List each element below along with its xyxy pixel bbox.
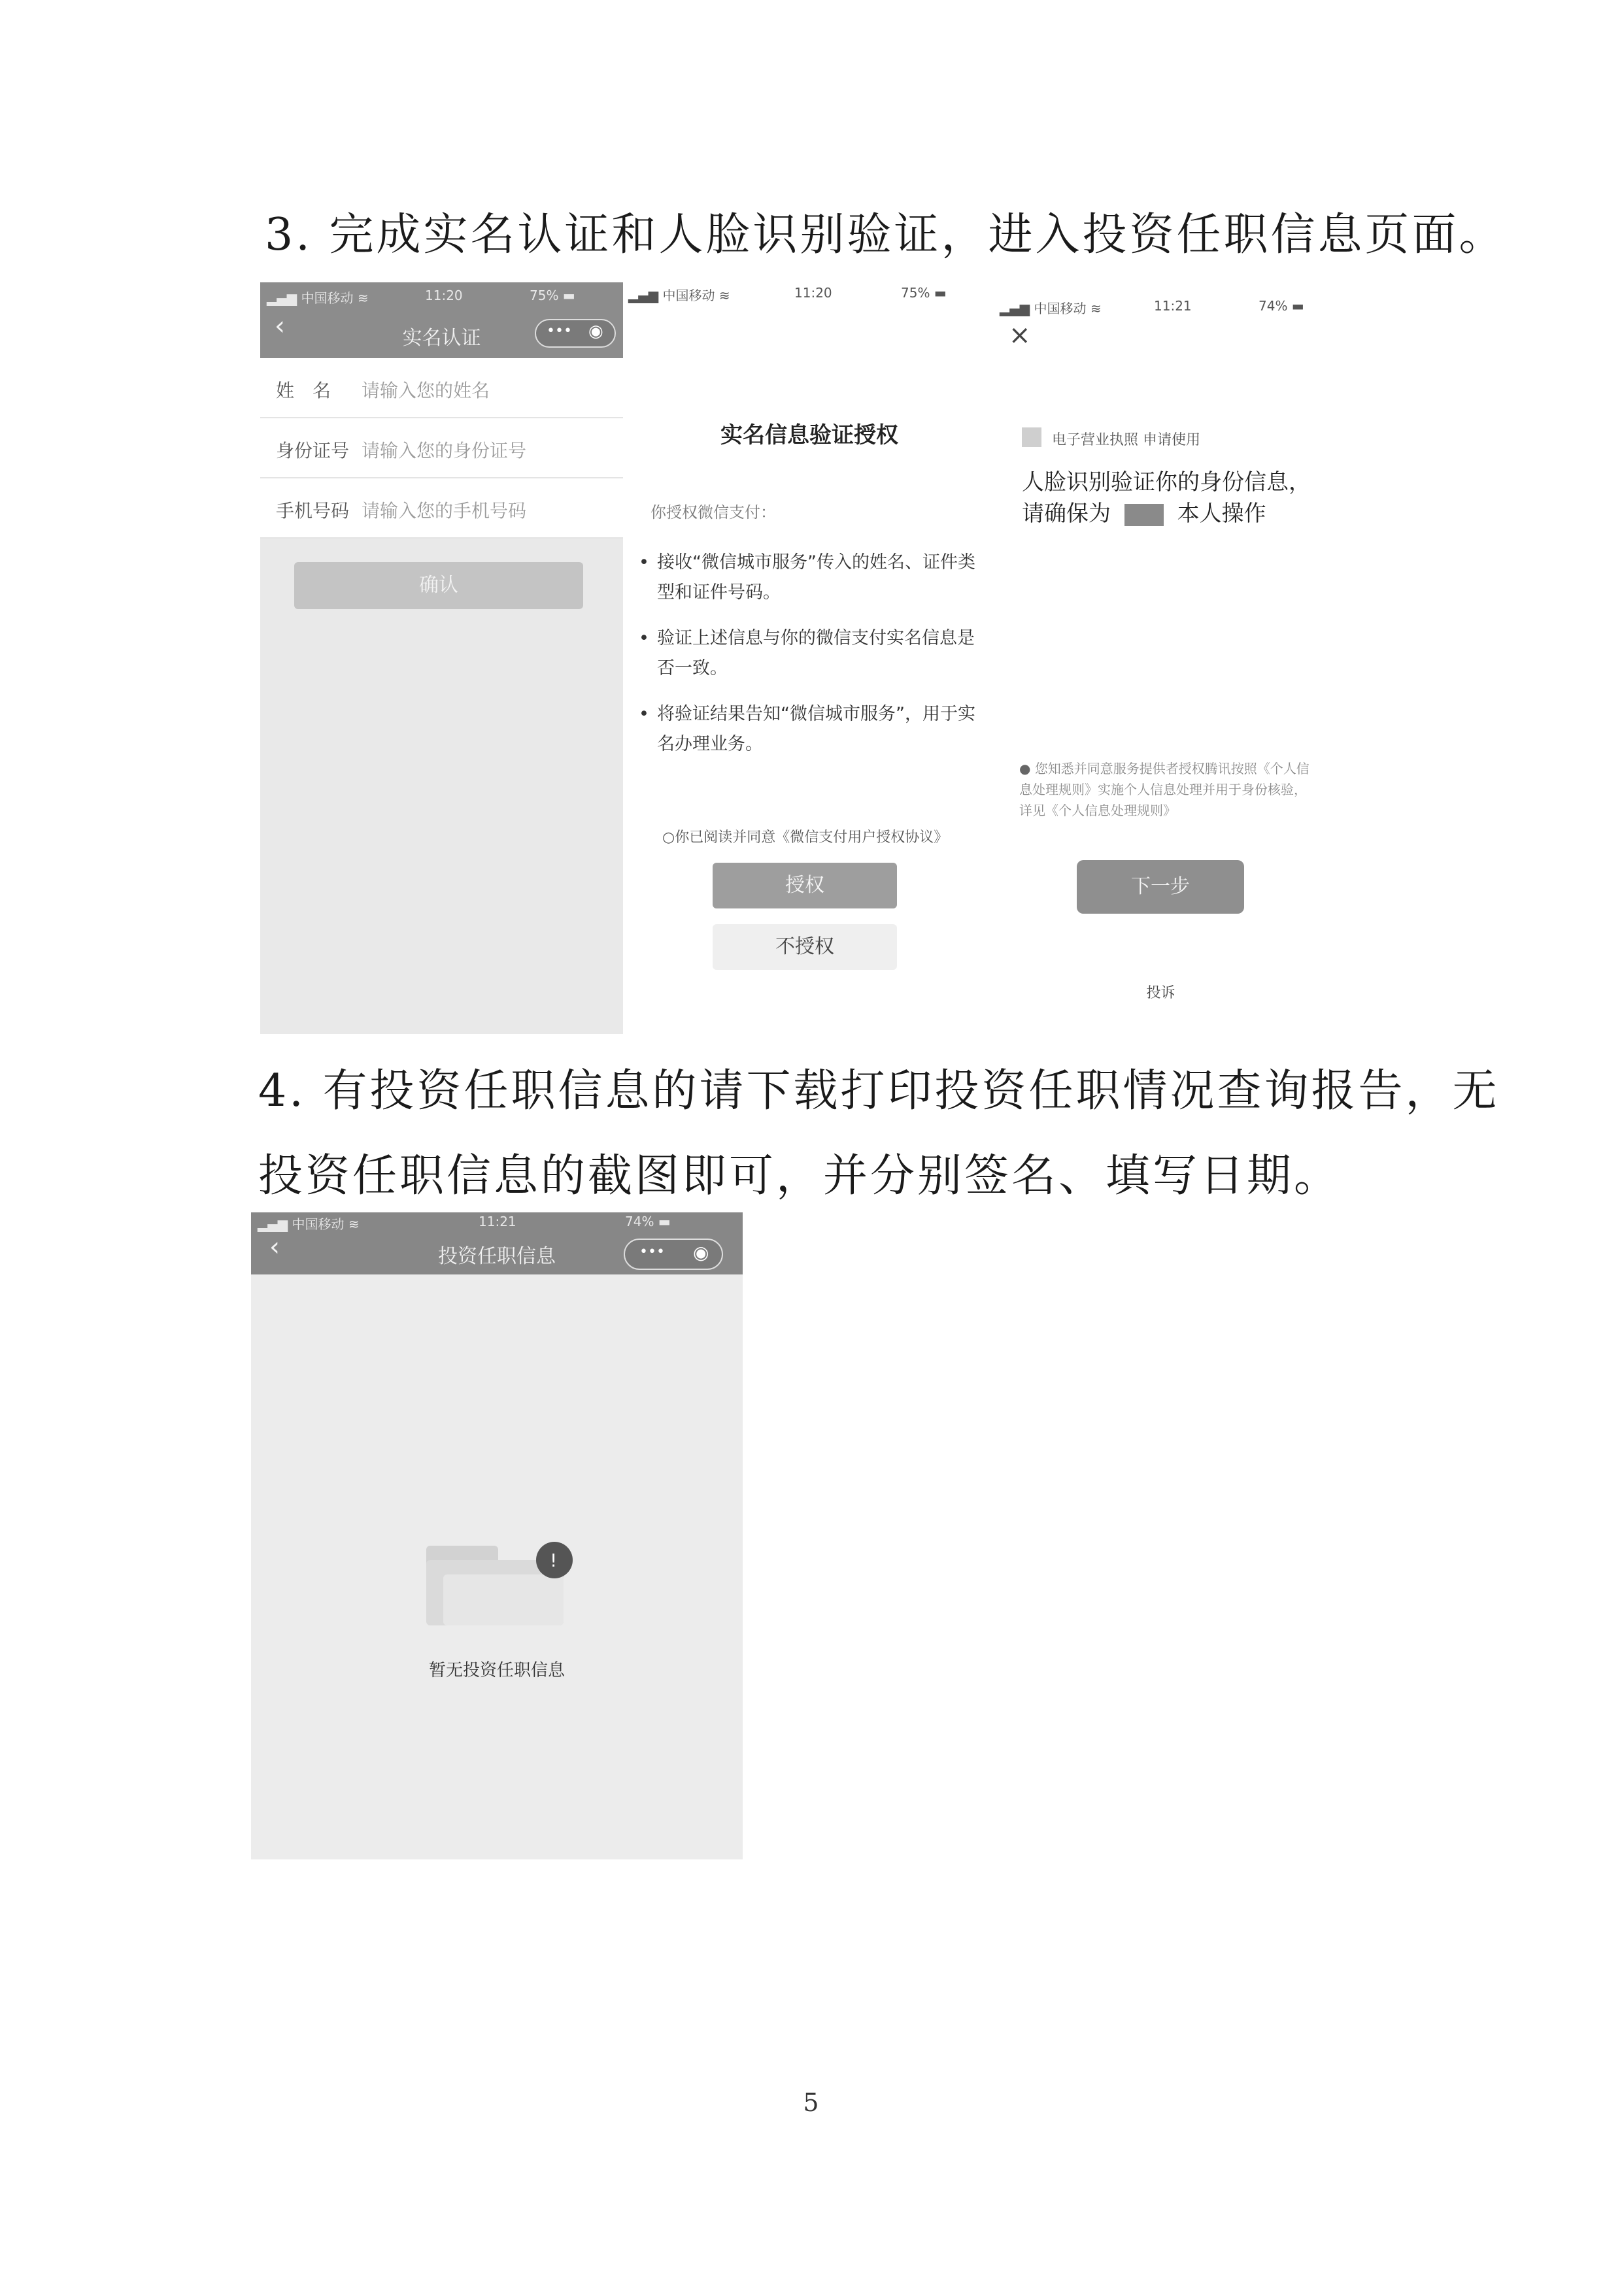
agreement-radio-icon[interactable]: ○: [662, 829, 675, 846]
empty-state-text: 暂无投资任职信息: [428, 1661, 565, 1680]
status-battery: [530, 288, 575, 303]
status-time: 11:20: [425, 288, 463, 303]
mini-program-capsule[interactable]: [624, 1239, 723, 1270]
status-bar: [1000, 298, 1102, 317]
step4-line1: 4. 有投资任职信息的请下载打印投资任职情况查询报告，无: [258, 1065, 1500, 1117]
complaint-link[interactable]: 投诉: [1146, 985, 1175, 1001]
screenshot-real-name-form: [260, 282, 623, 1034]
carrier-label: 中国移动: [662, 288, 715, 303]
mini-program-capsule[interactable]: [535, 319, 616, 348]
auth-bullet: • 接收“微信城市服务”传入的姓名、证件类型和证件号码。: [639, 552, 975, 603]
carrier-label: 中国移动: [1034, 301, 1087, 316]
face-verify-line2: [1022, 495, 1266, 527]
close-target-icon[interactable]: ◉: [588, 322, 603, 341]
auth-title: 实名信息验证授权: [720, 422, 898, 448]
authorize-button[interactable]: 授权: [713, 863, 897, 908]
battery-icon: ▬: [658, 1214, 671, 1229]
confirm-button[interactable]: 确认: [294, 562, 583, 609]
phone-input[interactable]: 请输入您的手机号码: [362, 500, 527, 522]
status-time: 11:21: [479, 1214, 516, 1229]
svg-text:!: !: [550, 1550, 558, 1571]
phone-field[interactable]: [260, 478, 623, 539]
id-number-field[interactable]: [260, 418, 623, 478]
back-chevron-icon[interactable]: ‹: [275, 311, 285, 341]
consent-check-icon[interactable]: ●: [1019, 761, 1031, 776]
page-number: 5: [803, 2088, 819, 2117]
more-dots-icon[interactable]: •••: [547, 323, 572, 339]
name-field[interactable]: [260, 358, 623, 418]
line2-prefix: 请确保为: [1022, 501, 1111, 527]
app-logo: [1022, 427, 1041, 447]
empty-folder-icon: [420, 1540, 583, 1629]
id-number-input[interactable]: 请输入您的身份证号: [362, 440, 527, 461]
signal-icon: ▂▄▆: [267, 290, 297, 306]
status-battery: [625, 1214, 671, 1229]
carrier-label: 中国移动: [301, 290, 354, 306]
next-button[interactable]: 下一步: [1077, 860, 1244, 914]
wifi-icon: ≋: [1090, 301, 1102, 316]
auth-intro: 你授权微信支付：: [650, 503, 776, 522]
step4-line2: 投资任职信息的截图即可，并分别签名、填写日期。: [258, 1150, 1342, 1202]
masked-name: [1124, 504, 1164, 526]
close-icon[interactable]: ×: [1009, 320, 1031, 350]
status-time: 11:20: [794, 285, 832, 301]
carrier-label: 中国移动: [292, 1216, 345, 1232]
wifi-icon: ≋: [718, 288, 730, 303]
back-chevron-icon[interactable]: ‹: [269, 1232, 280, 1262]
battery-icon: ▬: [934, 285, 947, 301]
close-target-icon[interactable]: ◉: [693, 1242, 709, 1263]
wifi-icon: ≋: [348, 1216, 360, 1232]
consent-text[interactable]: ● 您知悉并同意服务提供者授权腾讯按照《个人信息处理规则》实施个人信息处理并用于身份核验，详见《个人信息处理规则》: [1019, 761, 1309, 818]
line2-suffix: 本人操作: [1177, 501, 1266, 527]
nav-header: [251, 1212, 743, 1274]
screenshot-authorization: [623, 282, 996, 1034]
status-bar: [628, 285, 730, 304]
auth-bullet: • 验证上述信息与你的微信支付实名信息是否一致。: [639, 628, 975, 678]
status-bar: [267, 288, 369, 307]
page-title: 实名认证: [402, 327, 481, 350]
screenshot-investment-info: [251, 1212, 743, 1859]
page-title: 投资任职信息: [438, 1245, 556, 1268]
status-time: 11:21: [1154, 298, 1192, 314]
signal-icon: ▂▄▆: [258, 1216, 288, 1232]
signal-icon: ▂▄▆: [1000, 301, 1030, 316]
status-bar: [258, 1214, 360, 1233]
battery-label: 74%: [625, 1214, 654, 1229]
battery-icon: ▬: [1291, 298, 1304, 314]
screenshot-face-recognition: [996, 282, 1362, 1034]
signal-icon: ▂▄▆: [628, 288, 659, 303]
status-battery: [1259, 298, 1304, 314]
step3-heading: 3. 完成实名认证和人脸识别验证，进入投资任职信息页面。: [265, 209, 1506, 261]
more-dots-icon[interactable]: •••: [639, 1244, 665, 1260]
battery-label: 75%: [530, 288, 559, 303]
app-name: 电子营业执照 申请使用: [1052, 432, 1200, 448]
battery-label: 74%: [1259, 298, 1288, 314]
id-number-label: 身份证号: [276, 440, 350, 461]
face-verify-line1: 人脸识别验证你的身份信息，: [1022, 469, 1311, 495]
name-input[interactable]: 请输入您的姓名: [362, 380, 490, 401]
agreement-row[interactable]: [662, 826, 948, 846]
decline-button[interactable]: 不授权: [713, 924, 897, 970]
wifi-icon: ≋: [357, 290, 369, 306]
nav-header: [260, 282, 623, 358]
auth-bullet: • 将验证结果告知“微信城市服务”，用于实名办理业务。: [639, 704, 975, 754]
battery-label: 75%: [901, 285, 930, 301]
battery-icon: ▬: [562, 288, 575, 303]
phone-label: 手机号码: [276, 500, 350, 522]
agreement-text[interactable]: 你已阅读并同意《微信支付用户授权协议》: [675, 829, 949, 846]
name-label: 姓 名: [276, 380, 331, 401]
status-battery: [901, 285, 947, 301]
